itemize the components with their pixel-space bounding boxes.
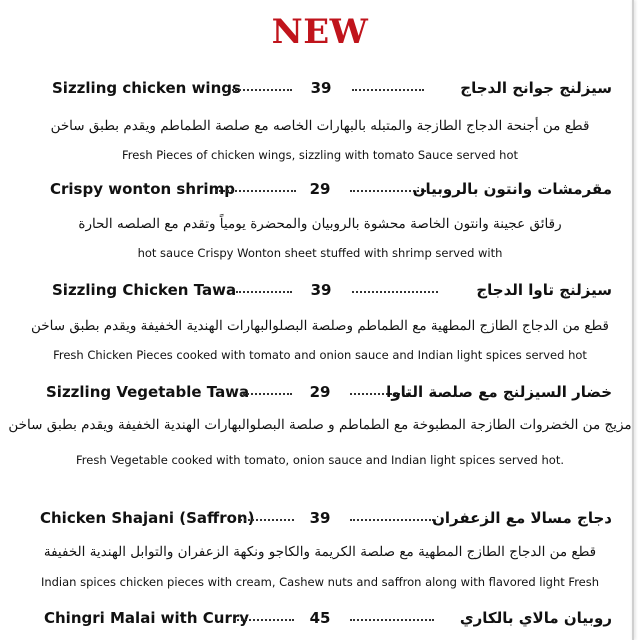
- dot-leader: [232, 89, 292, 91]
- item-description-en: Fresh Pieces of chicken wings, sizzling with tomato Sauce served hot: [122, 148, 518, 162]
- item-price: 39: [310, 79, 332, 97]
- item-name-ar: مقرمشات وانتون بالروبيان: [412, 180, 612, 198]
- item-name-ar: سيزلنج جوانح الدجاج: [460, 79, 612, 97]
- item-name-en: Chicken Shajani (Saffron): [40, 509, 255, 527]
- item-name-en: Crispy wonton shrimp: [50, 180, 235, 198]
- dot-leader: [240, 393, 292, 395]
- menu-item-row: [0, 276, 640, 304]
- item-description-ar: قطع من الدجاج الطازج المطهية مع صلصة الكريمة والكاجو ونكهة الزعفران والتوابل الهندية الخفيفة: [43, 544, 597, 560]
- item-description-ar: رقائق عجينة وانتون الخاصة محشوة بالروبيان والمحضرة يومياً وتقدم مع الصلصه الحارة: [78, 216, 562, 232]
- item-name-en: Sizzling Chicken Tawa: [52, 281, 237, 299]
- item-description-ar: قطع من الدجاج الطازج المطهية مع الطماطم وصلصة البصلوالبهارات الهندية الخفيفة ويقدم بطبق ساخن: [31, 318, 609, 334]
- item-name-ar: روبيان مالاي بالكاري: [459, 609, 612, 627]
- item-name-ar: سيزلنج تاوا الدجاج: [476, 281, 612, 299]
- item-name-en: Chingri Malai with Curry: [44, 609, 250, 627]
- item-name-ar: خضار السيزلنج مع صلصة التاوا: [386, 383, 612, 401]
- menu-item-row: [0, 604, 640, 632]
- dot-leader: [240, 519, 294, 521]
- item-name-ar: دجاج مسالا مع الزعفران: [432, 509, 612, 527]
- item-price: 39: [309, 509, 331, 527]
- dot-leader: [352, 89, 424, 91]
- item-description-ar: مزيج من الخضروات الطازجة المطبوخة مع الطماطم و صلصة البصلوالبهارات الهندية الخفيفة ويقدم بطبق ساخن: [8, 417, 632, 433]
- item-name-en: Sizzling Vegetable Tawa: [46, 383, 250, 401]
- dot-leader: [236, 291, 292, 293]
- page-title: NEW: [271, 12, 369, 52]
- menu-item-row: [0, 378, 640, 406]
- dot-leader: [350, 519, 434, 521]
- dot-leader: [216, 190, 296, 192]
- item-description-en: Fresh Vegetable cooked with tomato, onion sauce and Indian light spices served hot.: [76, 453, 564, 467]
- item-price: 39: [310, 281, 332, 299]
- item-description-ar: قطع من أجنحة الدجاج الطازجة والمتبله بالبهارات الخاصه مع صلصة الطماطم ويقدم بطبق ساخن: [50, 118, 590, 134]
- dot-leader: [350, 619, 434, 621]
- dot-leader: [234, 619, 294, 621]
- item-price: 29: [309, 383, 331, 401]
- item-description-en: Indian spices chicken pieces with cream, Cashew nuts and saffron along with flavored light Fresh: [40, 575, 600, 589]
- menu-item-row: [0, 175, 640, 203]
- item-description-en: hot sauce Crispy Wonton sheet stuffed with shrimp served with: [137, 246, 503, 260]
- item-price: 45: [309, 609, 331, 627]
- dot-leader: [352, 291, 438, 293]
- item-description-en: Fresh Chicken Pieces cooked with tomato and onion sauce and Indian light spices served hot: [53, 348, 587, 362]
- item-name-en: Sizzling chicken wings: [52, 79, 241, 97]
- menu-item-row: [0, 74, 640, 102]
- menu-item-row: [0, 504, 640, 532]
- item-price: 29: [309, 180, 331, 198]
